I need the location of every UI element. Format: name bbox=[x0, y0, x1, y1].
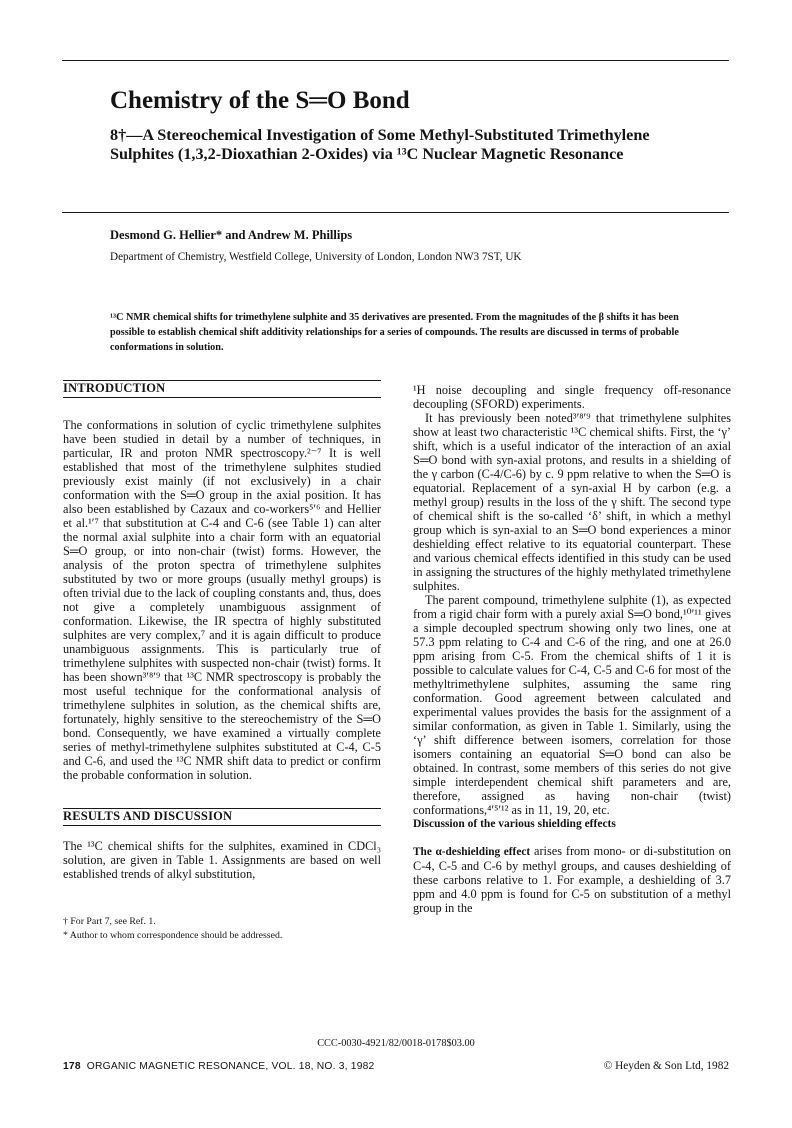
section-rule bbox=[63, 825, 381, 826]
article-subtitle: 8†—A Stereochemical Investigation of Some Methyl-Substituted Trimethylene Sulphites (1,3,2-Dioxathian 2-Oxides) via ¹³C Nuclear Magnetic Resonance bbox=[110, 126, 650, 163]
author-names: Desmond G. Hellier* and Andrew M. Phillips bbox=[110, 228, 353, 242]
paragraph: It has previously been noted³′⁸′⁹ that trimethylene sulphites show at least two characteristic ¹³C chemical shifts. First, the ‘γ’ shift, which is a useful indicator of the interaction of an axial S═O bond with syn-axial protons, and results in a shielding of the γ carbon (C-4/C-6) by c. 9 ppm relative to when the S═O is equatorial. Replacement of a syn-axial H by carbon (e.g. a methyl group) results in the loss of the γ shift. The second type of chemical shift is the so-called ‘δ’ shift, in which a methyl group which is syn-axial to an S═O bond experiences a minor deshielding effect relative to its equatorial counterpart. These and various chemical effects identified in this study can be used in assigning the structures of the highly methylated trimethylene sulphites. bbox=[413, 411, 731, 593]
intro-heading: INTRODUCTION bbox=[63, 381, 166, 395]
copyright: © Heyden & Son Ltd, 1982 bbox=[603, 1060, 729, 1072]
paragraph: The parent compound, trimethylene sulphite (1), as expected from a rigid chair form with a purely axial S═O bond,¹⁰′¹¹ gives a simple decoupled spectrum showing only two lines, one at 57.3 ppm relating to C-4 and C-6 of the ring, and one at 26.0 ppm arising from C-5. From the chemical shifts of 1 it is possible to calculate values for C-4, C-5 and C-6 for most of the methyltrimethylene sulphites, assuming the same ring conformation. Good agreement between calculated and experimental values provides the basis for the assignment of a similar conformation, as given in Table 1. Similarly, using the ‘γ’ shift difference between isomers, correlation for those isomers containing an equatorial S═O bond can also be obtained. In contrast, some members of this series do not give simple interdependent chemical shift parameters and are, therefore, assigned as having non-chair (twist) conformations,⁴′⁵′¹² as in 11, 19, 20, etc. bbox=[413, 593, 731, 817]
subsection-heading: Discussion of the various shielding effects bbox=[413, 818, 616, 830]
section-rule bbox=[63, 397, 381, 398]
running-footer bbox=[63, 1061, 374, 1072]
paragraph: ¹H noise decoupling and single frequency off-resonance decoupling (SFORD) experiments. bbox=[413, 383, 731, 411]
paragraph bbox=[413, 844, 731, 915]
intro-paragraph: The conformations in solution of cyclic trimethylene sulphites have been studied in detail by a number of techniques, in particular, IR and proton NMR spectroscopy.²⁻⁷ It is well established that most of the trimethylene sulphites studied previously exist mainly (if not exclusively) in a chair conformation with the S═O group in the axial position. It has also been established by Cazaux and co-workers⁵′⁶ and Hellier et al.¹′⁷ that substitution at C-4 and C-6 (see Table 1) can alter the normal axial sulphite into a chair form with an equatorial S═O group, or into non-chair (twist) forms. However, the analysis of the proton spectra of trimethylene sulphites substituted by two or more groups (usually methyl groups) is often trivial due to the lack of coupling constants and, thus, does not give a completely unambiguous assignment of conformation. Likewise, the IR spectra of highly substituted sulphites are very complex,⁷ and it is again difficult to produce unambiguous assignments. This is particularly true of trimethylene sulphites with suspected non-chair (twist) forms. It has been shown³′⁸′⁹ that ¹³C NMR spectroscopy is probably the most useful technique for the conformational analysis of trimethylene sulphites in solution, as the chemical shifts are, fortunately, highly sensitive to the stereochemistry of the S═O bond. Consequently, we have examined a virtually complete series of methyl-trimethylene sulphites substituted at C-4, C-5 and C-6, and used the ¹³C NMR shift data to predict or confirm the probable conformation in solution. bbox=[63, 418, 381, 782]
authors-block bbox=[110, 228, 710, 263]
affiliation: Department of Chemistry, Westfield College, University of London, London NW3 7ST, UK bbox=[110, 251, 522, 263]
left-column bbox=[63, 380, 381, 943]
article-title: Chemistry of the S═O Bond bbox=[110, 87, 410, 114]
top-rule bbox=[62, 60, 729, 61]
abstract: ¹³C NMR chemical shifts for trimethylene sulphite and 35 derivatives are presented. From the magnitudes of the β shifts it has been possible to establish chemical shift additivity relationships for a series of compounds. The results are discussed in terms of probable conformations in solution. bbox=[110, 312, 679, 353]
results-paragraph: The ¹³C chemical shifts for the sulphites, examined in CDCl₃ solution, are given in Table 1. Assignments are based on well established trends of alkyl substitution, bbox=[63, 839, 381, 881]
title-block bbox=[110, 86, 710, 164]
title-rule bbox=[62, 212, 729, 213]
journal-name: ORGANIC MAGNETIC RESONANCE, VOL. 18, NO. 3, 1982 bbox=[86, 1061, 375, 1072]
results-heading: RESULTS AND DISCUSSION bbox=[63, 809, 233, 823]
right-column bbox=[413, 383, 731, 915]
footnote-corresponding: * Author to whom correspondence should be addressed. bbox=[63, 930, 283, 941]
run-in-heading: The α-deshielding effect bbox=[413, 846, 531, 858]
article-code: CCC-0030-4921/82/0018-0178$03.00 bbox=[317, 1038, 475, 1049]
footnote-part: † For Part 7, see Ref. 1. bbox=[63, 916, 156, 927]
paragraph-text: arises from mono- or di-substitution on C-4, C-5 and C-6 by methyl groups, and causes deshielding of these carbons relative to 1. For example, a deshielding of 3.7 ppm and 4.0 ppm is found for C-5 on substitution of a methyl group in the bbox=[413, 844, 731, 915]
footnotes bbox=[63, 915, 381, 943]
page-number: 178 bbox=[63, 1061, 81, 1072]
